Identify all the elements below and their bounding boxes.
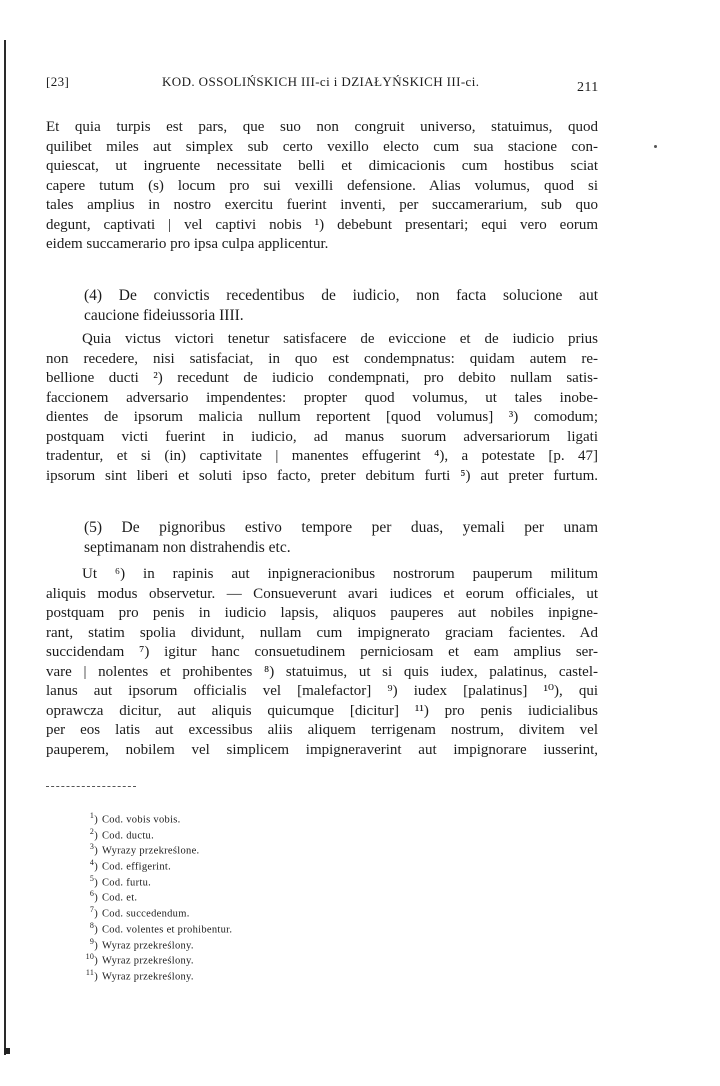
footnote-text: Cod. et. xyxy=(102,892,138,904)
paragraph-statute-4 xyxy=(46,330,598,486)
heading-line: (4) De convictis recedentibus de iudicio, non facta solucione aut xyxy=(84,287,598,304)
paragraph-statute-5 xyxy=(46,565,598,760)
footnote-text: Cod. succedendum. xyxy=(102,908,190,920)
heading-line: (5) De pignoribus estivo tempore per duas, yemali per unam xyxy=(84,519,598,536)
footnote-number: 6 xyxy=(89,889,95,899)
text-line: capere tutum (s) locum pro sui vexilli defensione. Alias volumus, quod si xyxy=(46,177,598,194)
text-line: rant, statim spolia dividunt, nullam cum impignerato graciam facientes. Ad xyxy=(46,624,598,641)
text-line: pauperem, nobilem vel simplicem impigneraverint aut impignorare iusserint, xyxy=(46,741,598,758)
footnote: $^1$) Cod. vobis vobis. xyxy=(89,811,181,826)
text-line: postquam pro penis in iudicio lapsis, aliquos pauperes aut nobiles inpigne- xyxy=(46,605,598,621)
text-line: aliquis modus observetur. — Consueverunt avari iudices et eorum officiales, ut xyxy=(46,585,598,602)
footnote-number: 8 xyxy=(89,920,95,930)
footnote-text: Cod. ductu. xyxy=(102,830,155,842)
footnote-divider xyxy=(46,786,136,787)
text-line: quiescat, ut ingruente necessitate belli et dimicacionis cum hostibus sciat xyxy=(46,158,598,174)
text-line: tradentur, et si (in) captivitate | manentes effugerint ⁴), a potestate [p. 47] xyxy=(46,448,598,464)
footnote-text: Wyraz przekreślony. xyxy=(102,971,194,983)
footnote: $^8$) Cod. volentes et prohibentur. xyxy=(89,920,233,936)
text-line: ipsorum sint liberi et soluti ipso facto, preter debitum furti ⁵) aut preter furtum. xyxy=(46,467,598,484)
text-line: vare | nolentes et prohibentes ⁸) statuimus, ut si quis iudex, palatinus, castel- xyxy=(46,663,598,680)
text-line: per eos latis aut excessibus aliis aliquem terrigenam nostrum, divitem vel xyxy=(46,722,598,738)
footnote-text: Cod. effigerint. xyxy=(102,861,172,873)
footnote: $^5$) Cod. furtu. xyxy=(89,873,152,889)
footnote: $^{10}$) Wyraz przekreślony. xyxy=(85,952,194,967)
footnote-number: 5 xyxy=(89,873,95,883)
text-line: quilibet miles aut simplex sub certo vexillo electo cum sua stacione con- xyxy=(46,138,598,155)
footnote-text: Cod. furtu. xyxy=(102,877,152,889)
text-line: postquam victi fuerint in iudicio, ad manus suorum adversariorum ligati xyxy=(46,428,598,445)
left-margin-rule xyxy=(4,40,6,1055)
footnote-number: 3 xyxy=(89,842,95,852)
heading-line: caucione fideiussoria IIII. xyxy=(84,306,244,324)
footnote: $^{11}$) Wyraz przekreślony. xyxy=(85,967,194,983)
stray-mark xyxy=(654,145,657,148)
footnote-text: Wyrazy przekreślone. xyxy=(102,845,200,857)
margin-mark xyxy=(4,1048,10,1054)
footnote: $^7$) Cod. succedendum. xyxy=(89,905,190,920)
text-line: eidem succamerario pro ipsa culpa applicentur. xyxy=(46,236,329,252)
text-line: lanus aut ipsorum officialis vel [malefactor] ⁹) iudex [palatinus] ¹⁰), qui xyxy=(46,683,598,699)
heading-line: septimanam non distrahendis etc. xyxy=(84,538,291,556)
footnote: $^9$) Wyraz przekreślony. xyxy=(89,936,194,951)
footnote-text: Cod. volentes et prohibentur. xyxy=(102,924,233,936)
text-line: Et quia turpis est pars, que suo non congruit universo, statuimus, quod xyxy=(46,119,598,135)
text-line: faccionem adversario impendentes: propter quod volumus, ut tales inobe- xyxy=(46,389,598,406)
footnote-text: Wyraz przekreślony. xyxy=(102,940,194,951)
section-heading-4 xyxy=(84,286,598,325)
footnote-number: 10 xyxy=(85,952,95,962)
footnote: $^3$) Wyrazy przekreślone. xyxy=(89,842,200,857)
footnote-number: 11 xyxy=(85,967,95,977)
text-line: Quia victus victori tenetur satisfacere de eviccione et de iudicio prius xyxy=(82,331,598,347)
footnote: $^6$) Cod. et. xyxy=(89,889,138,904)
footnote-number: 7 xyxy=(89,905,95,915)
footnote-number: 9 xyxy=(89,936,95,946)
footnote: $^4$) Cod. effigerint. xyxy=(89,858,172,873)
footnote: $^2$) Cod. ductu. xyxy=(89,826,155,842)
running-header: KOD. OSSOLIŃSKICH III-ci i DZIAŁYŃSKICH III-ci. xyxy=(162,74,480,89)
page-number: 211 xyxy=(577,80,599,95)
footnote-number: 1 xyxy=(89,811,95,820)
footnotes xyxy=(80,808,232,981)
text-line: degunt, captivati | vel captivi nobis ¹) debebunt presentari; equi vero eorum xyxy=(46,216,598,233)
footnote-text: Cod. vobis vobis. xyxy=(102,814,181,826)
section-heading-5 xyxy=(84,518,598,557)
paragraph-statute-3 xyxy=(46,118,598,255)
footnote-text: Wyraz przekreślony. xyxy=(102,955,194,967)
section-number: [23] xyxy=(46,74,70,89)
text-line: succidendam ⁷) igitur hanc consuetudinem perniciosam et eam amplius ser- xyxy=(46,644,598,660)
text-line: dientes de ipsorum malicia nullum reportent [quod volumus] ³) comodum; xyxy=(46,409,598,425)
text-line: Ut ⁶) in rapinis aut inpigneracionibus nostrorum pauperum militum xyxy=(82,566,598,582)
text-line: bellione ducti ²) recedunt de iudicio condempnati, pro debito nullam satis- xyxy=(46,370,598,386)
text-line: oprawcza dicitur, aut aliquis quicumque [dicitur] ¹¹) pro penis iudicialibus xyxy=(46,702,598,719)
text-line: tales amplius in nostro exercitu fuerint inventi, per succamerarium, sub quo xyxy=(46,197,598,213)
text-line: non recedere, nisi satisfaciat, in quo est condempnatus: quidam autem re- xyxy=(46,350,598,367)
footnote-number: 2 xyxy=(89,826,95,836)
footnote-number: 4 xyxy=(89,858,95,868)
